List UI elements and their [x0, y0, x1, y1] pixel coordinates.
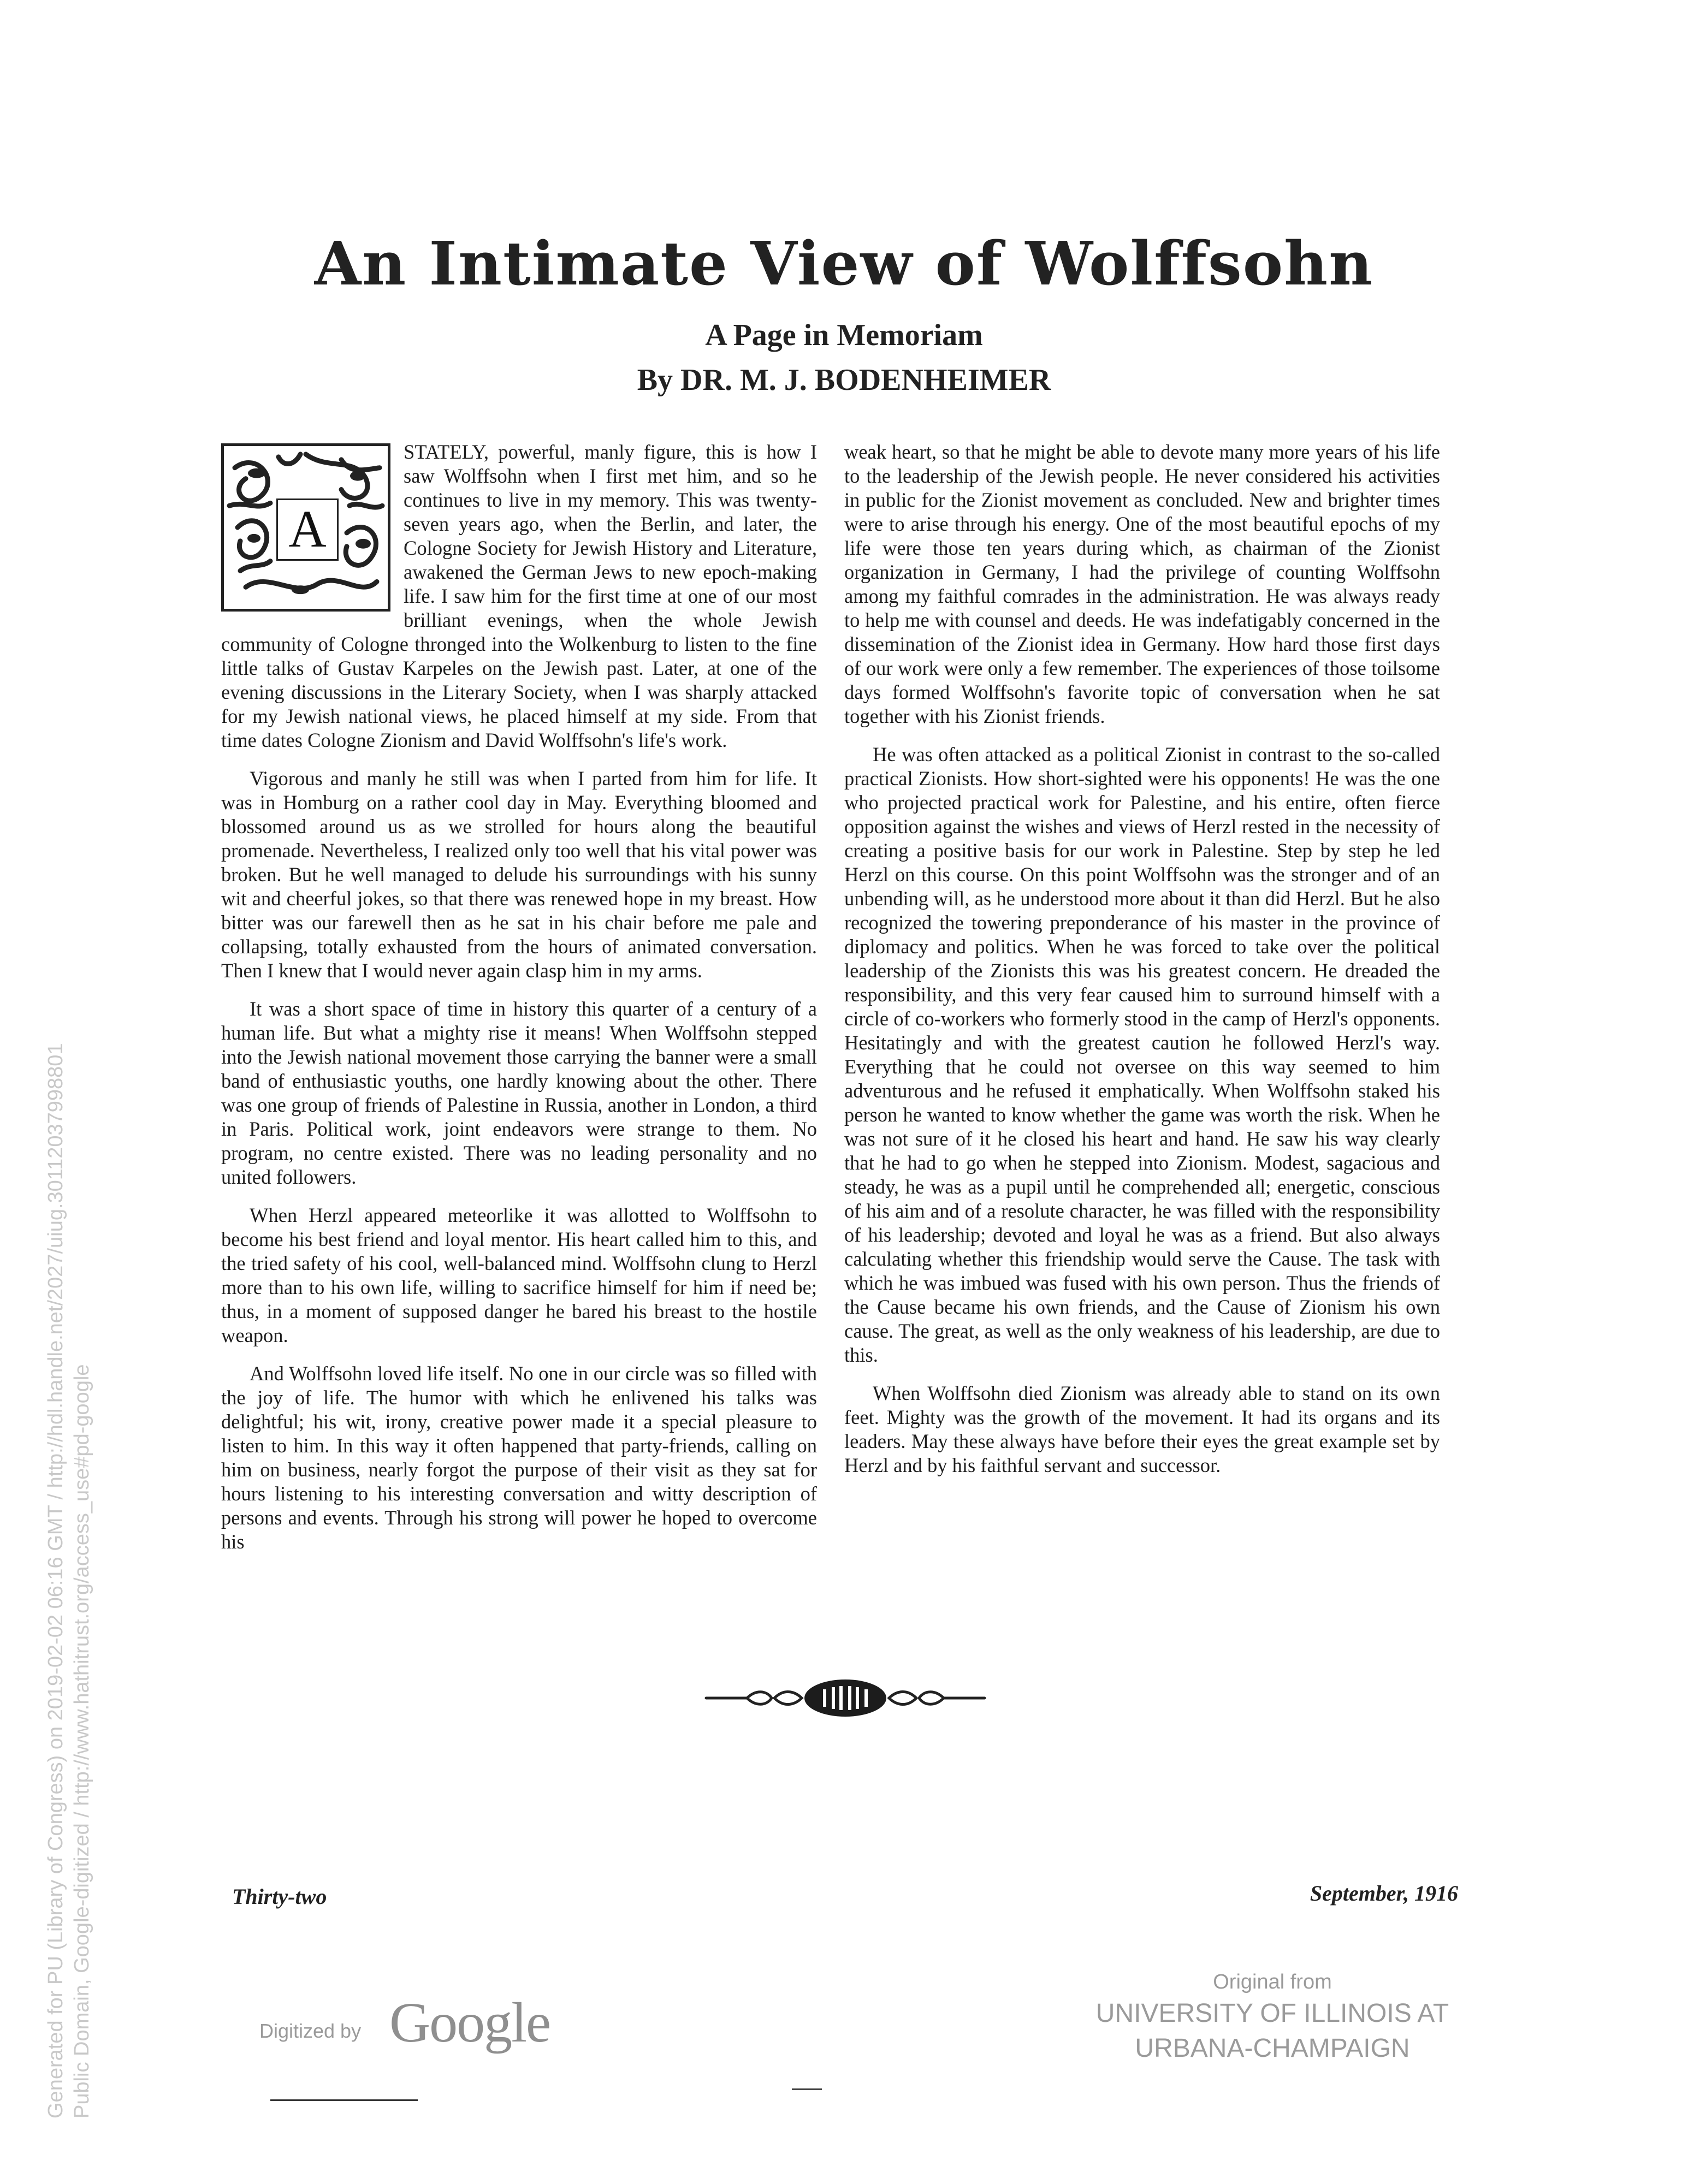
google-logo: Google — [389, 1991, 550, 2054]
institution-line-2: URBANA-CHAMPAIGN — [1135, 2034, 1410, 2063]
paragraph: He was often attacked as a political Zionist in contrast to the so-called practical Zionists. How short-sighted were his opponents! He was the one who projected practical work for Palestine, and his entire, often fierce opposition against the wishes and views of Herzl rested in the necessity of creating a positive basis for our work in Palestine. Step by step he led Herzl on this course. On this point Wolffsohn was the stronger and of an unbending will, as he understood more about it than did Herzl. But he also recognized the towering preponderance of his master in the province of diplomacy and politics. When he was forced to take over the political leadership of the Zionists this was his greatest concern. He dreaded the responsibility, and this very fear caused him to surround himself with a circle of co-workers who formerly stood in the camp of Herzl's opponents. Hesitatingly and with the greatest caution he followed Herzl's way. Everything that he could not oversee on this way seemed to him adventurous and he refused it emphatically. When Wolffsohn staked his person he wanted to know whether the game was worth the risk. When he was not sure of it he closed his heart and hand. He saw his way clearly that he had to go when he stepped into Zionism. Modest, sagacious and steady, he was as a pupil until he comprehended all; energetic, conscious of his aim and of a resolute character, he was filled with the responsibility of his leadership; devoted and loyal he was as a friend. But also always calculating whether this friendship would serve the Cause. The task with which he was imbued was fused with his own person. Thus the friends of the Cause became his own friends, and the Cause of Zionism his own cause. The great, as well as the only weakness of his leadership, are due to this. — [844, 743, 1440, 1366]
institution-line-1: UNIVERSITY OF ILLINOIS AT — [1095, 1999, 1449, 2028]
paragraph: It was a short space of time in history this quarter of a century of a human life. But what a mighty rise it means! When Wolffsohn stepped into the Jewish national movement those carrying the banner were a small band of enthusiastic youths, one hardly knowing about the other. There was one group of friends of Palestine in Russia, another in London, a third in Paris. Political work, joint endeavors were strange to them. No program, no centre existed. There was no leading personality and no united followers. — [221, 998, 817, 1188]
paragraph: weak heart, so that he might be able to devote many more years of his life to the leadership of the Jewish people. He never considered his activities in public for the Zionist movement as concluded. New and brighter times were to arise through his energy. One of the most beautiful epochs of my life were those ten years during which, as chairman of the Zionist organization in Germany, I had the privilege of counting Wolffsohn among my faithful comrades in the administration. He was always ready to help me with counsel and deeds. He was indefatigably concerned in the dissemination of the Zionist idea in Germany. How hard those first days of our work were only a few remember. The experiences of those toilsome days formed Wolffsohn's favorite topic of conversation when he sat together with his Zionist friends. — [844, 441, 1440, 727]
floral-dropcap-icon — [221, 443, 390, 612]
divider — [270, 2099, 418, 2101]
article-subtitle: A Page in Memoriam — [705, 318, 983, 352]
dropcap-letter: A — [276, 498, 339, 561]
article-byline: By DR. M. J. BODENHEIMER — [637, 363, 1051, 397]
watermark-line-1: Generated for PU (Library of Congress) on 2019-02-02 06:16 GMT / http://hdl.handle.net/2027/uiug.30112037998801 — [44, 1043, 67, 2118]
digitized-by-stamp — [259, 1990, 587, 2054]
original-from-label: Original from — [1213, 1971, 1332, 1993]
hathitrust-watermark — [43, 808, 95, 2118]
paragraph: STATELY, powerful, manly figure, this is how I saw Wolffsohn when I first met him, and so he continues to live in my memory. This was twenty-seven years ago, when the Berlin, and later, the Cologne Society for Jewish History and Literature, awakened the German Jews to new epoch-making life. I saw him for the first time at one of our most brilliant evenings, when the whole Jewish community of Cologne thronged into the Wolkenburg to listen to the fine little talks of Gustav Karpeles on the Jewish past. Later, at one of the evening discussions in the Literary Society, when I was sharply attacked for my Jewish national views, he placed himself at my side. From that time dates Cologne Zionism and David Wolffsohn's life's work. — [221, 441, 817, 751]
paragraph: Vigorous and manly he still was when I parted from him for life. It was in Homburg on a rather cool day in May. Everything bloomed and blossomed around us as we strolled for hours along the beautiful promenade. Nevertheless, I realized only too well that his vital power was broken. But he well managed to delude his surroundings with his sunny wit and cheerful jokes, so that there was renewed hope in my breast. How bitter was our farewell then as he sat in his chair before me pale and collapsing, totally exhausted from the hours of animated conversation. Then I knew that I would never again clasp him in my arms. — [221, 767, 817, 982]
paragraph: When Herzl appeared meteorlike it was allotted to Wolffsohn to become his best friend and loyal mentor. His heart called him to this, and the tried safety of his cool, well-balanced mind. Wolffsohn clung to Herzl more than to his own life, willing to sacrifice himself for him if need be; thus, in a moment of supposed danger he bared his breast to the hostile weapon. — [221, 1204, 817, 1346]
ornament-divider-icon — [703, 1676, 987, 1720]
divider — [792, 2088, 822, 2090]
original-source — [1021, 1968, 1524, 2066]
page-number: Thirty-two — [232, 1884, 327, 1909]
left-column — [221, 440, 817, 1568]
digitized-by-label: Digitized by — [259, 2020, 362, 2042]
paragraph: And Wolffsohn loved life itself. No one in our circle was so filled with the joy of life. The humor with which he enlivened his talks was delightful; his wit, irony, creative power made it a special pleasure to listen to him. In this way it often happened that party-friends, calling on him on business, nearly forgot the purpose of their visit as they sat for hours listening to his interesting conversation and witty description of persons and events. Through his strong will power he hoped to overcome his — [221, 1362, 817, 1553]
article-title: An Intimate View of Wolffsohn — [314, 228, 1374, 299]
paragraph: When Wolffsohn died Zionism was already able to stand on its own feet. Mighty was the growth of the movement. It had its organs and its leaders. May these always have before their eyes the great example set by Herzl and by his faithful servant and successor. — [844, 1382, 1440, 1476]
right-column — [844, 440, 1440, 1492]
issue-date: September, 1916 — [1310, 1881, 1458, 1906]
watermark-line-2: Public Domain, Google-digitized / http://www.hathitrust.org/access_use#pd-google — [70, 1364, 93, 2118]
